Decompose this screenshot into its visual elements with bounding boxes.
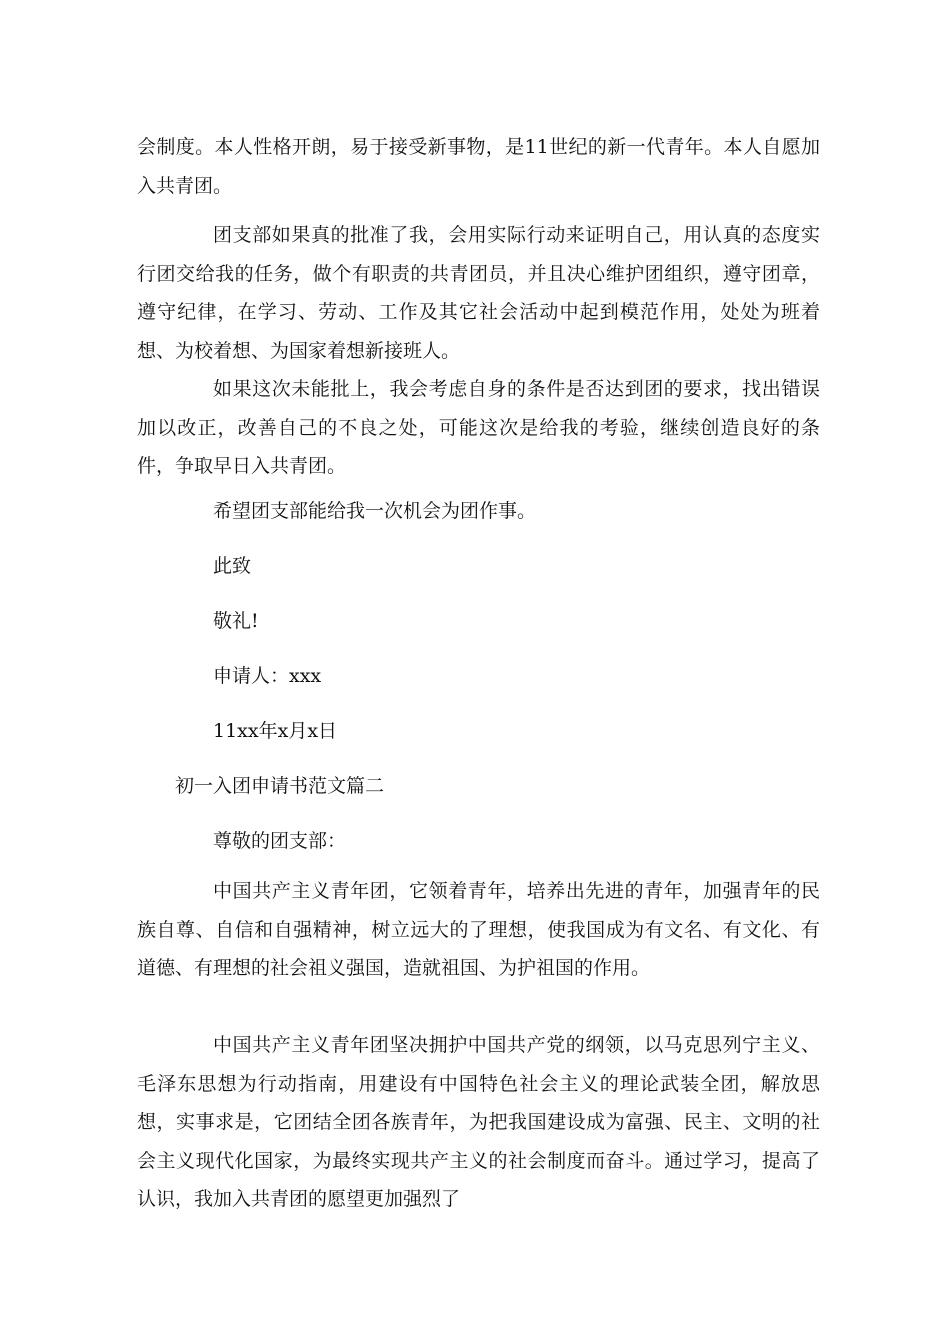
paragraph-continuation: 会制度。本人性格开朗，易于接受新事物，是11世纪的新一代青年。本人自愿加入共青团。: [137, 136, 820, 197]
paragraph-if-rejected: 如果这次未能批上，我会考虑自身的条件是否达到团的要求，找出错误加以改正，改善自己的不良之处，可能这次是给我的考验，继续创造良好的条件，争取早日入共青团。: [137, 378, 820, 477]
paragraph-league-program: 中国共产主义青年团坚决拥护中国共产党的纲领，以马克思列宁主义、毛泽东思想为行动指南，用建设有中国特色社会主义的理论武装全团，解放思想，实事求是，它团结全团各族青年，为把我国建设成为富强、民主、文明的社会主义现代化国家，为最终实现共产主义的社会制度而奋斗。通过学习，提高了认识，我加入共青团的愿望更加强烈了: [137, 1034, 820, 1210]
closing-regards: 敬礼!: [213, 610, 259, 632]
closing-salutation: 此致: [213, 555, 252, 577]
letter-greeting: 尊敬的团支部：: [213, 830, 347, 852]
paragraph-hope: 希望团支部能给我一次机会为团作事。: [213, 500, 537, 522]
applicant-signature: 申请人：xxx: [213, 665, 322, 687]
application-date: 11xx年x月x日: [213, 720, 338, 742]
section-heading: 初一入团申请书范文篇二: [175, 775, 385, 797]
paragraph-commitment: 团支部如果真的批准了我，会用实际行动来证明自己，用认真的态度实行团交给我的任务，做个有职责的共青团员，并且决心维护团组织，遵守团章，遵守纪律，在学习、劳动、工作及其它社会活动中起到模范作用，处处为班着想、为校着想、为国家着想新接班人。: [137, 224, 820, 362]
paragraph-league-intro: 中国共产主义青年团，它领着青年，培养出先进的青年，加强青年的民族自尊、自信和自强精神，树立远大的了理想，使我国成为有文名、有文化、有道德、有理想的社会祖义强国，造就祖国、为护祖国的作用。: [137, 880, 820, 979]
